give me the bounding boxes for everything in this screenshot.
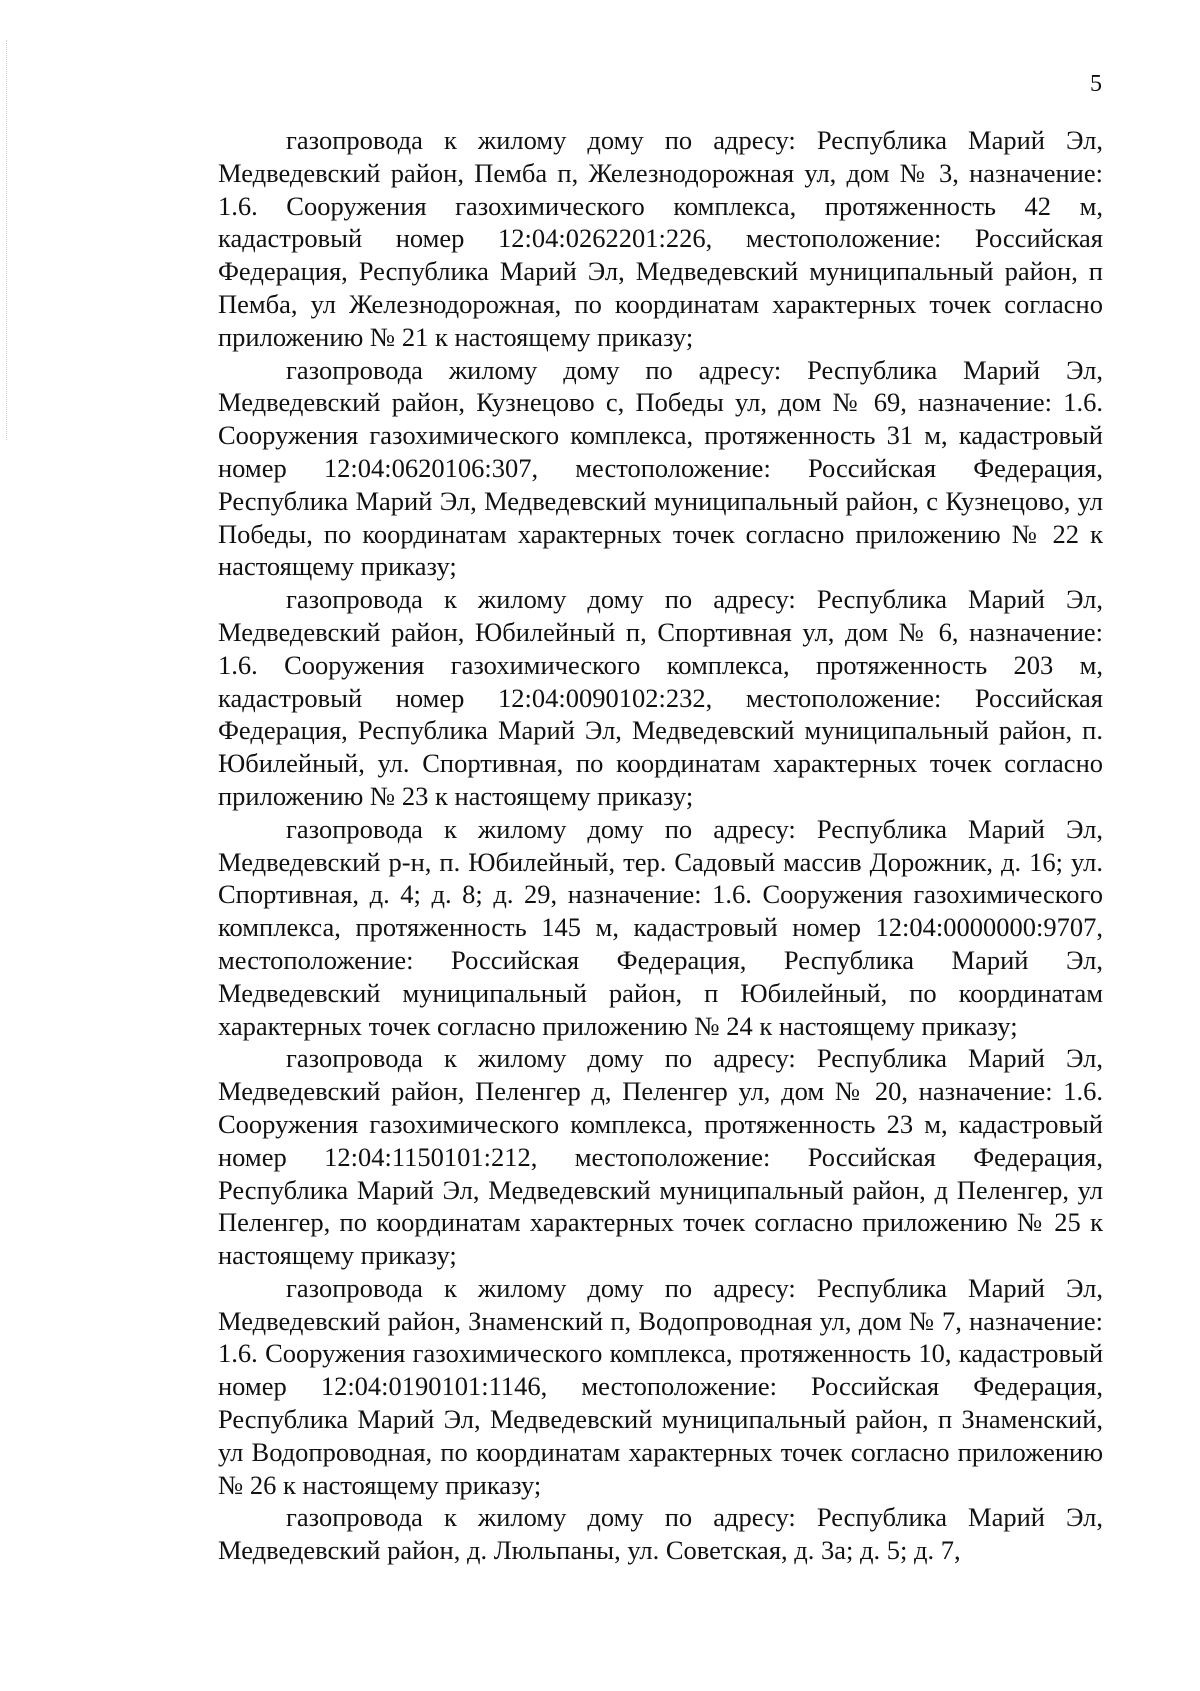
paragraph-continued: газопровода к жилому дому по адресу: Республика Марий Эл, Медведевский район, д. Люльпаны, ул. Советская, д. 3а; д. 5; д. 7, bbox=[218, 1502, 1103, 1566]
document-body bbox=[218, 124, 1103, 1567]
paragraph-appendix-25: газопровода к жилому дому по адресу: Республика Марий Эл, Медведевский район, Пеленгер д, Пеленгер ул, дом № 20, назначение: 1.6. Сооружения газохимического комплекса, протяженность 23 м, кадастровый номер 12:04:1150101:212, местоположение: Российская Федерация, Республика Марий Эл, Медведевский муниципальный район, д Пеленгер, ул Пеленгер, по координатам характерных точек согласно приложению № 25 к настоящему приказу; bbox=[218, 1043, 1103, 1271]
scan-edge-artifact bbox=[6, 40, 8, 440]
paragraph-appendix-24: газопровода к жилому дому по адресу: Республика Марий Эл, Медведевский р-н, п. Юбилейный, тер. Садовый массив Дорожник, д. 16; ул. Спортивная, д. 4; д. 8; д. 29, назначение: 1.6. Сооружения газохимического комплекса, протяженность 145 м, кадастровый номер 12:04:0000000:9707, местоположение: Российская Федерация, Республика Марий Эл, Медведевский муниципальный район, п Юбилейный, по координатам характерных точек согласно приложению № 24 к настоящему приказу; bbox=[218, 813, 1103, 1041]
page-number: 5 bbox=[1090, 71, 1102, 97]
paragraph-appendix-21: газопровода к жилому дому по адресу: Республика Марий Эл, Медведевский район, Пемба п, Железнодорожная ул, дом № 3, назначение: 1.6. Сооружения газохимического комплекса, протяженность 42 м, кадастровый номер 12:04:0262201:226, местоположение: Российская Федерация, Республика Марий Эл, Медведевский муниципальный район, п Пемба, ул Железнодорожная, по координатам характерных точек согласно приложению № 21 к настоящему приказу; bbox=[218, 125, 1103, 352]
paragraph-appendix-23: газопровода к жилому дому по адресу: Республика Марий Эл, Медведевский район, Юбилейный п, Спортивная ул, дом № 6, назначение: 1.6. Сооружения газохимического комплекса, протяженность 203 м, кадастровый номер 12:04:0090102:232, местоположение: Российская Федерация, Республика Марий Эл, Медведевский муниципальный район, п. Юбилейный, ул. Спортивная, по координатам характерных точек согласно приложению № 23 к настоящему приказу; bbox=[218, 584, 1103, 811]
paragraph-appendix-26: газопровода к жилому дому по адресу: Республика Марий Эл, Медведевский район, Знаменский п, Водопроводная ул, дом № 7, назначение: 1.6. Сооружения газохимического комплекса, протяженность 10, кадастровый номер 12:04:0190101:1146, местоположение: Российская Федерация, Республика Марий Эл, Медведевский муниципальный район, п Знаменский, ул Водопроводная, по координатам характерных точек согласно приложению № 26 к настоящему приказу; bbox=[218, 1272, 1103, 1500]
paragraph-appendix-22: газопровода жилому дому по адресу: Республика Марий Эл, Медведевский район, Кузнецово с, Победы ул, дом № 69, назначение: 1.6. Сооружения газохимического комплекса, протяженность 31 м, кадастровый номер 12:04:0620106:307, местоположение: Российская Федерация, Республика Марий Эл, Медведевский муниципальный район, с Кузнецово, ул Победы, по координатам характерных точек согласно приложению № 22 к настоящему приказу; bbox=[218, 354, 1103, 582]
